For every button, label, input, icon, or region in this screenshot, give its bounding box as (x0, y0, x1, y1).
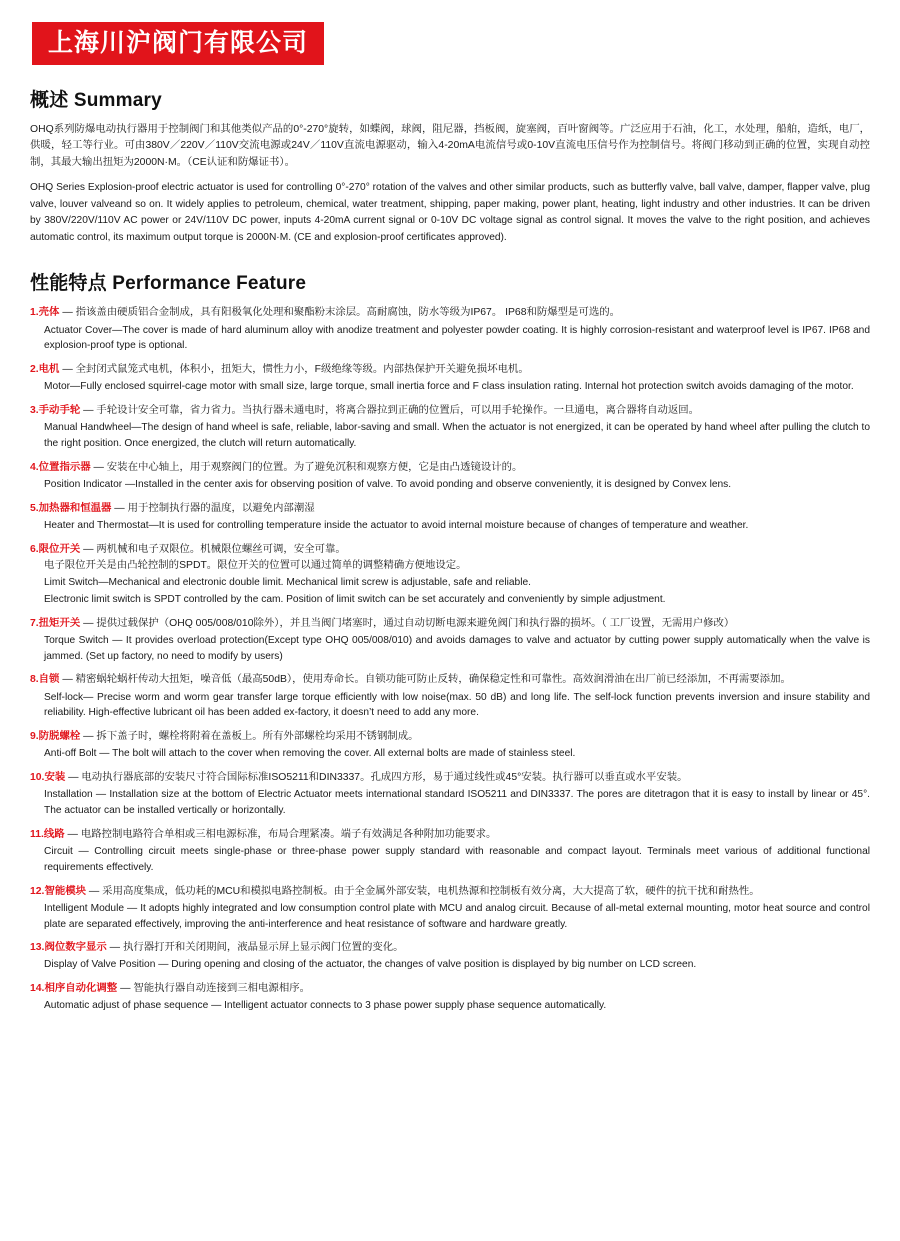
feature-keyword: 加热器和恒温器 (38, 502, 112, 514)
feature-cn-text: — 用于控制执行器的温度，以避免内部潮湿 (111, 502, 315, 514)
feature-en-line: Manual Handwheel—The design of hand wheel is safe, reliable, labor-saving and small. When the actuator is not energized, it can be operated by hand wheel after pulling the clutch to the right position. Once energized, the clutch will return automatically. (44, 422, 870, 450)
feature-cn-text: — 全封闭式鼠笼式电机，体积小，扭矩大，惯性力小，F级绝缘等级。内部热保护开关避免损坏电机。 (59, 364, 529, 376)
feature-number: 2. (30, 364, 39, 376)
performance-feature-list (30, 305, 870, 1014)
feature-keyword: 位置指示器 (38, 461, 91, 473)
company-header-band (32, 22, 324, 65)
feature-keyword: 限位开关 (38, 543, 81, 555)
feature-en-line: Motor—Fully enclosed squirrel-cage motor with small size, large torque, small inertia force and F class insulation rating. Internal hot protection switch avoids damaging of the motor. (44, 381, 854, 393)
feature-cn-line (30, 542, 870, 558)
feature-cn-line (30, 305, 870, 321)
summary-section-title: 概述 Summary (30, 89, 162, 111)
feature-en-line: Torque Switch — It provides overload protection(Except type OHQ 005/008/010) and avoids damages to valve and actuator by cutting power supply automatically when the valve is jammed. (Set up factory, no need to modify by users) (44, 634, 870, 662)
feature-cn-text: — 拆下盖子时，螺栓将附着在盖板上。所有外部螺栓均采用不锈钢制成。 (80, 731, 419, 743)
feature-cn-text: — 智能执行器自动连接到三相电源相序。 (117, 983, 310, 995)
feature-item (30, 940, 870, 973)
feature-item (30, 770, 870, 819)
company-name: 上海川沪阀门有限公司 (48, 28, 309, 57)
feature-keyword: 安装 (44, 772, 66, 784)
feature-en-line: Limit Switch—Mechanical and electronic double limit. Mechanical limit screw is adjustable, safe and reliable. (44, 577, 531, 589)
feature-cn-line (30, 940, 870, 956)
feature-cn-line (30, 729, 870, 745)
feature-en-line: Circuit — Controlling circuit meets single-phase or three-phase power supply standard with reasonable and compact layout. Terminals meet various of additional functional requirements effectively. (44, 845, 870, 873)
feature-en-line: Installation — Installation size at the bottom of Electric Actuator meets international standard ISO5211 and DIN3337. The pores are ditetragon that it is easy to install by linear or 45°. The actuator can be installed vertically or horizontally. (44, 789, 870, 817)
feature-cn-text: — 电路控制电路符合单相或三相电源标准，布局合理紧凑。端子有效满足各种附加功能要求。 (64, 828, 497, 840)
feature-cn-text: — 两机械和电子双限位。机械限位螺丝可调，安全可靠。 (80, 543, 346, 555)
feature-number: 3. (30, 405, 39, 417)
feature-cn-line (30, 672, 870, 688)
feature-cn-text: — 手轮设计安全可靠，省力省力。当执行器未通电时，将离合器拉到正确的位置后，可以用手轮操作。一旦通电，离合器将自动返回。 (80, 405, 700, 417)
feature-number: 7. (30, 617, 39, 629)
feature-cn-line (30, 981, 870, 997)
feature-cn-text: — 提供过载保护（OHQ 005/008/010除外），并且当阀门堵塞时，通过自动切断电源来避免阀门和执行器的损坏。（ 工厂设置，无需用户修改） (80, 617, 735, 629)
feature-en-line: Position Indicator —Installed in the center axis for observing position of valve. To avoid ponding and observe conveniently, it is designed by Convex lens. (44, 479, 732, 491)
feature-cn-line (30, 501, 870, 517)
feature-keyword: 线路 (43, 828, 65, 840)
feature-item (30, 884, 870, 933)
feature-cn-extra-line: 电子限位开关是由凸轮控制的SPDT。限位开关的位置可以通过简单的调整精确方便地设定。 (44, 559, 467, 571)
feature-keyword: 电机 (38, 364, 60, 376)
feature-en-line: Intelligent Module — It adopts highly integrated and low consumption control plate with MCU and analog circuit. Because of all-metal external mounting, motor heat source and control plate are separated effectively, improving the anti-interference and heat resistance of software and hardware greatly. (44, 902, 870, 930)
feature-en-line: Actuator Cover—The cover is made of hard aluminum alloy with anodize treatment and polyester powder coating. It is highly corrosion-resistant and waterproof level is IP67. IP68 and explosion-proof type is optional. (44, 324, 870, 352)
feature-keyword: 相序自动化调整 (44, 983, 118, 995)
feature-number: 1. (30, 307, 39, 319)
feature-en-line: Automatic adjust of phase sequence — Intelligent actuator connects to 3 phase power supply phase sequence automatically. (44, 1000, 607, 1012)
feature-cn-line (30, 827, 870, 843)
feature-number: 6. (30, 543, 39, 555)
feature-number: 14. (30, 983, 45, 995)
feature-number: 8. (30, 674, 39, 686)
feature-number: 13. (30, 942, 45, 954)
feature-cn-text: — 采用高度集成，低功耗的MCU和模拟电路控制板。由于全金属外部安装，电机热源和控制板有效分离，大大提高了软，硬件的抗干扰和耐热性。 (86, 885, 760, 897)
feature-cn-text: — 指该盖由硬质铝合金制成，具有阳极氧化处理和聚酯粉末涂层。高耐腐蚀，防水等级为IP67。 IP68和防爆型是可选的。 (59, 307, 620, 319)
feature-item (30, 981, 870, 1014)
feature-number: 11. (30, 828, 44, 840)
feature-cn-text: — 执行器打开和关闭期间，液晶显示屏上显示阀门位置的变化。 (106, 942, 404, 954)
feature-number: 10. (30, 772, 45, 784)
feature-en-line: Self-lock— Precise worm and worm gear transfer large torque efficiently with low noise(max. 50 dB) and long life. The self-lock function prevents inversion and insure stability and reliability. High-effective lubricant oil has been added ex-factory, it doesn’t need to add any more. (44, 691, 870, 719)
feature-cn-line (30, 460, 870, 476)
feature-cn-line (30, 616, 870, 632)
feature-keyword: 阀位数字显示 (44, 942, 107, 954)
feature-cn-text: — 精密蜗轮蜗杆传动大扭矩，噪音低（最高50dB），使用寿命长。自锁功能可防止反转，确保稳定性和可靠性。高效润滑油在出厂前已经添加，不再需要添加。 (59, 674, 791, 686)
feature-en-extra-line: Electronic limit switch is SPDT controlled by the cam. Position of limit switch can be set accurately and conveniently by simple adjustment. (44, 593, 666, 605)
feature-en-line: Anti-off Bolt — The bolt will attach to the cover when removing the cover. All external bolts are made of stainless steel. (44, 748, 576, 760)
feature-item (30, 827, 870, 876)
feature-keyword: 手动手轮 (38, 405, 81, 417)
feature-item (30, 305, 870, 354)
feature-keyword: 防脱螺栓 (38, 731, 81, 743)
feature-item (30, 672, 870, 721)
feature-cn-line (30, 770, 870, 786)
feature-keyword: 智能模块 (44, 885, 87, 897)
summary-paragraph-en: OHQ Series Explosion-proof electric actuator is used for controlling 0°-270° rotation of the valves and other similar products, such as butterfly valve, ball valve, damper, flapper valve, plug valve, louver valveand so on. It widely applies to petroleum, chemical, water treatment, shipping, paper making, power plant, heating, light industry and other industries. It can be driven by 380V/220V/110V AC power or 24V/110V DC power, inputs 4-20mA current signal or 0-10V DC voltage signal as control signal. It moves the valve to the right position, and achieves automatic control, its maximum output torque is 2000N·M. (CE and explosion-proof certificates approved). (30, 182, 870, 243)
feature-item (30, 501, 870, 534)
feature-number: 12. (30, 885, 45, 897)
feature-item (30, 362, 870, 395)
feature-cn-line (30, 884, 870, 900)
feature-item (30, 729, 870, 762)
feature-number: 9. (30, 731, 39, 743)
feature-cn-text: — 安装在中心轴上，用于观察阀门的位置。为了避免沉积和观察方便，它是由凸透镜设计的。 (90, 461, 523, 473)
performance-section-title: 性能特点 Performance Feature (30, 273, 307, 295)
summary-paragraph-cn: OHQ系列防爆电动执行器用于控制阀门和其他类似产品的0°-270°旋转，如蝶阀，球阀，阻尼器，挡板阀，旋塞阀，百叶窗阀等。广泛应用于石油，化工，水处理，船舶，造纸，电厂，供暖，轻工等行业。可由380V／220V／110V交流电源或24V／110V直流电源驱动，输入4-20mA电流信号或0-10V直流电压信号作为控制信号。将阀门移动到正确的位置，实现自动控制，其最大输出扭矩为2000N·M。（CE认证和防爆证书）。 (30, 123, 870, 168)
feature-en-line: Heater and Thermostat—It is used for controlling temperature inside the actuator to avoid internal moisture because of changes of temperature and weather. (44, 519, 749, 531)
feature-en-line: Display of Valve Position — During opening and closing of the actuator, the changes of valve position is displayed by big number on LCD screen. (44, 959, 697, 971)
feature-keyword: 壳体 (38, 307, 60, 319)
feature-keyword: 自锁 (38, 674, 60, 686)
feature-number: 4. (30, 461, 39, 473)
feature-item (30, 616, 870, 665)
feature-item (30, 460, 870, 493)
feature-cn-text: — 电动执行器底部的安装尺寸符合国际标准ISO5211和DIN3337。孔成四方形，易于通过线性或45°安装。执行器可以垂直或水平安装。 (65, 772, 688, 784)
feature-item (30, 403, 870, 452)
feature-item (30, 542, 870, 608)
feature-cn-line (30, 362, 870, 378)
feature-number: 5. (30, 502, 39, 514)
feature-keyword: 扭矩开关 (38, 617, 81, 629)
feature-cn-line (30, 403, 870, 419)
